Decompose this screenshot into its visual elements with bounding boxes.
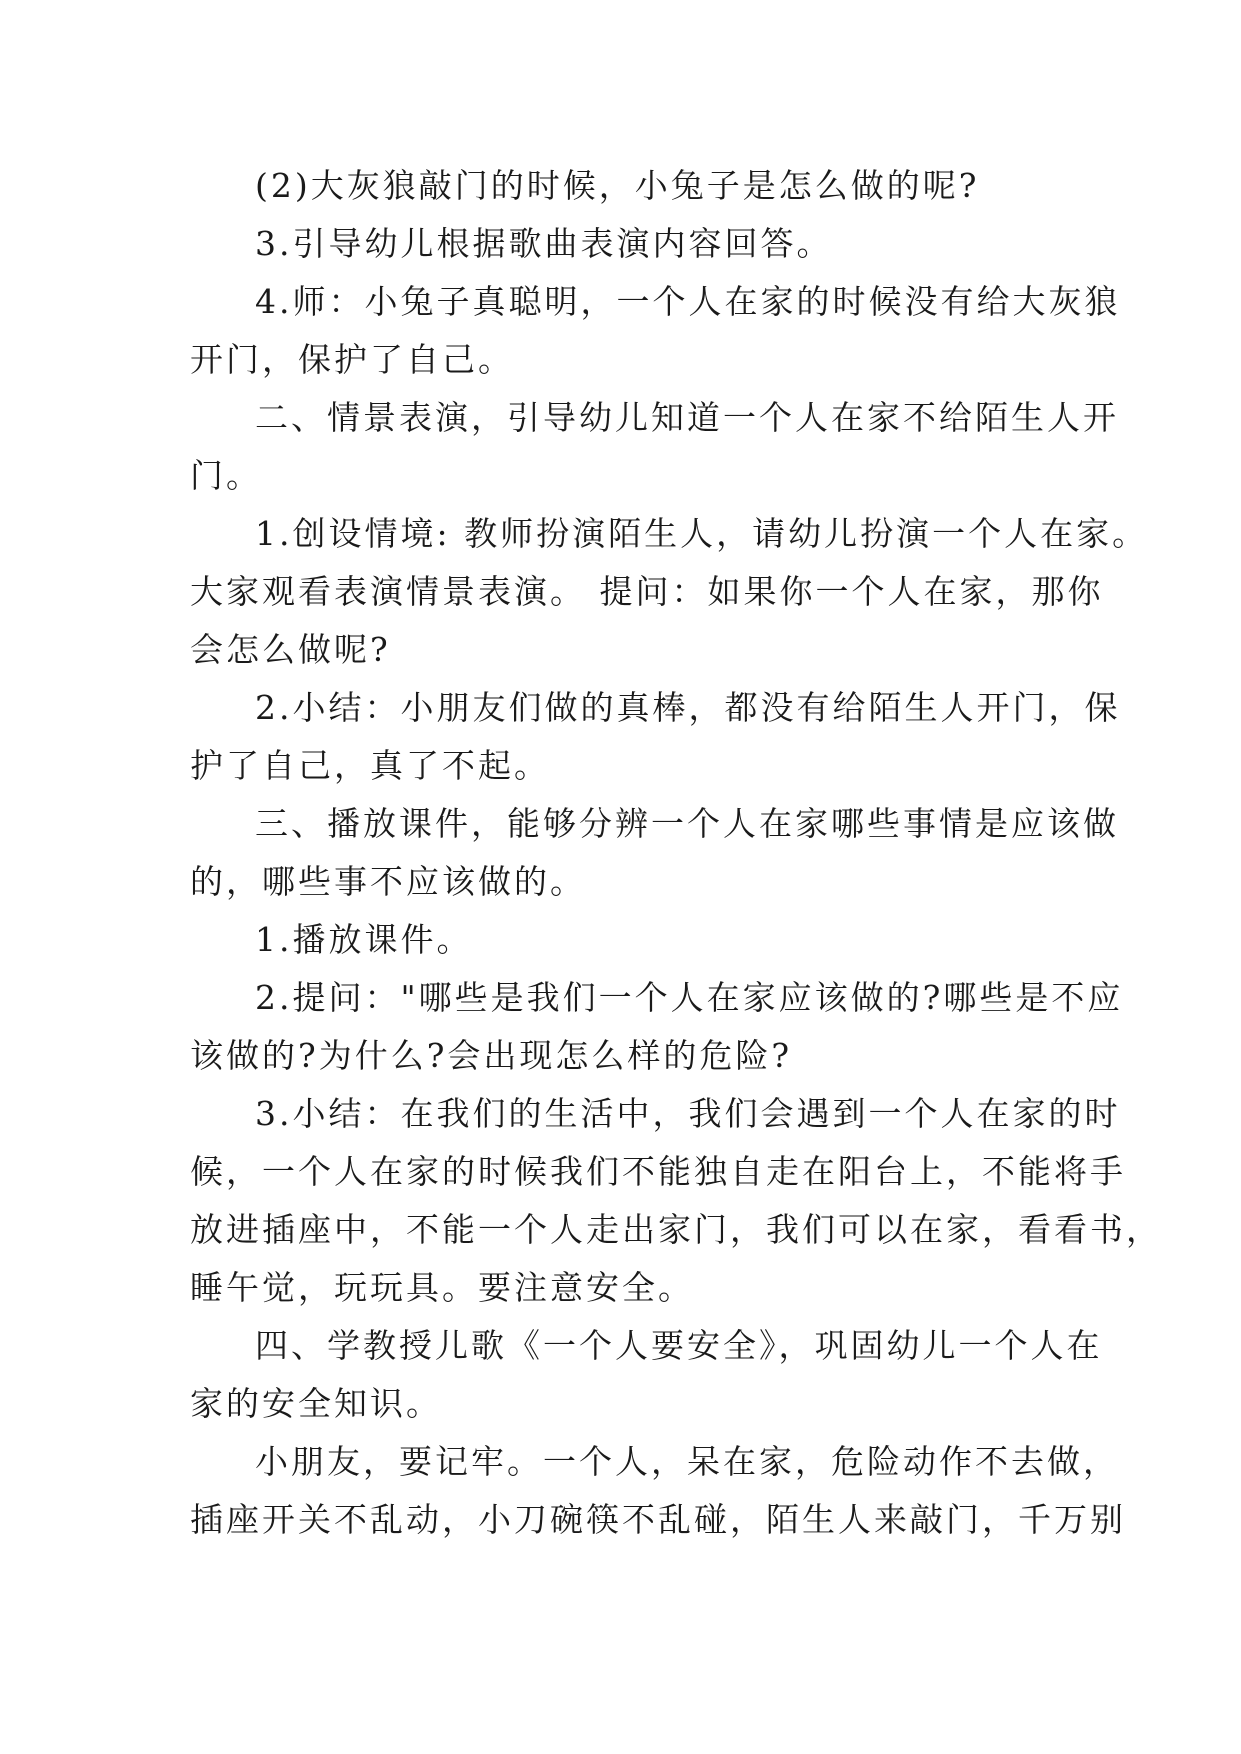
text-line-3: 4.师：小兔子真聪明，一个人在家的时候没有给大灰狼 [255,282,1121,321]
text-line-8: 大家观看表演情景表演。 提问：如果你一个人在家，那你 [190,572,1104,611]
text-line-11: 护了自己，真了不起。 [190,746,550,785]
text-line-14: 1.播放课件。 [255,920,473,959]
text-line-18: 候，一个人在家的时候我们不能独自走在阳台上，不能将手 [190,1152,1126,1191]
text-line-24: 插座开关不乱动，小刀碗筷不乱碰，陌生人来敲门，千万别 [190,1500,1126,1539]
text-line-19: 放进插座中，不能一个人走出家门，我们可以在家，看看书， [190,1210,1162,1249]
text-line-4: 开门，保护了自己。 [190,340,514,379]
text-line-6: 门。 [190,456,262,495]
text-line-21: 四、学教授儿歌《一个人要安全》，巩固幼儿一个人在 [255,1326,1103,1365]
text-line-13: 的，哪些事不应该做的。 [190,862,586,901]
text-line-17: 3.小结：在我们的生活中，我们会遇到一个人在家的时 [255,1094,1121,1133]
text-line-20: 睡午觉，玩玩具。要注意安全。 [190,1268,694,1307]
text-line-9: 会怎么做呢? [190,630,391,669]
text-line-2: 3.引导幼儿根据歌曲表演内容回答。 [255,224,833,263]
text-line-15: 2.提问："哪些是我们一个人在家应该做的?哪些是不应 [255,978,1124,1017]
text-line-12: 三、播放课件，能够分辨一个人在家哪些事情是应该做 [255,804,1119,843]
text-line-1: (2)大灰狼敲门的时候，小兔子是怎么做的呢? [255,166,980,205]
text-line-16: 该做的?为什么?会出现怎么样的危险? [190,1036,793,1075]
text-line-7: 1.创设情境: 教师扮演陌生人，请幼儿扮演一个人在家。 [255,514,1149,553]
text-line-23: 小朋友，要记牢。一个人，呆在家，危险动作不去做， [255,1442,1119,1481]
text-line-10: 2.小结：小朋友们做的真棒，都没有给陌生人开门，保 [255,688,1121,727]
text-line-22: 家的安全知识。 [190,1384,442,1423]
text-line-5: 二、情景表演，引导幼儿知道一个人在家不给陌生人开 [255,398,1119,437]
